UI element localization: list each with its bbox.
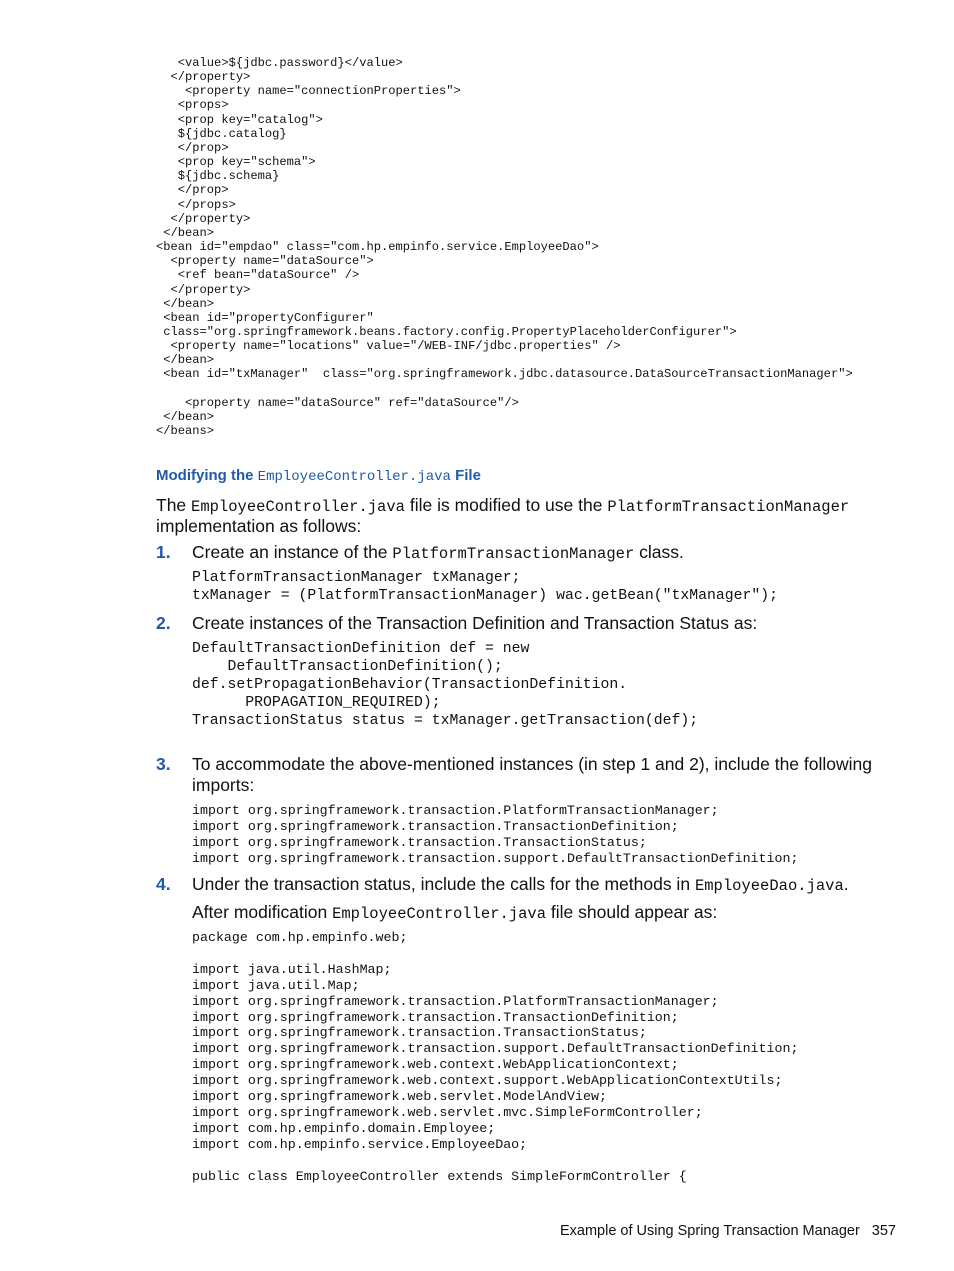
step-2-number: 2. — [156, 613, 171, 633]
page-footer — [560, 1223, 896, 1239]
step-text-part: Under the transaction status, include the calls for the methods in — [192, 874, 691, 894]
intro-text: The — [156, 495, 187, 515]
step-3-text-line-2: imports: — [192, 775, 255, 795]
step-2-code-block: DefaultTransactionDefinition def = new DefaultTransactionDefinition(); def.setPropagationBehavior(TransactionDefinition. PROPAGATION_REQUIRED); TransactionStatus status = txManager.getTransaction(def); — [192, 641, 699, 729]
step-code-part: EmployeeController.java — [332, 905, 547, 923]
step-3-number: 3. — [156, 754, 171, 774]
intro-paragraph-line-2: implementation as follows: — [156, 516, 362, 536]
step-code-part: EmployeeDao.java — [694, 877, 844, 895]
heading-suffix: File — [455, 467, 481, 484]
step-3-code-block: import org.springframework.transaction.PlatformTransactionManager; import org.springframework.transaction.TransactionDefinition; import org.springframework.transaction.TransactionStatus; import org.springframework.transaction.support.DefaultTransactionDefinition; — [192, 803, 799, 866]
heading-prefix: Modifying the — [156, 467, 254, 484]
xml-config-code-block: <value>${jdbc.password}</value> </property> <property name="connectionProperties"> <props> <prop key="catalog"> ${jdbc.catalog} </prop> <prop key="schema"> ${jdbc.schema} </prop> </props> </property> </bean> <bean id="empdao" class="com.hp.empinfo.service.EmployeeDao"> <property name="dataSource"> <ref bean="dataSource" /> </property> </bean> <bean id="propertyConfigurer" class="org.springframework.beans.factory.config.PropertyPlaceholderConfigurer"> <property name="locations" value="/WEB-INF/jdbc.properties" /> </bean> <bean id="txManager" class="org.springframework.jdbc.datasource.DataSourceTransactionManager"> <property name="dataSource" ref="dataSource"/> </bean> </beans> — [156, 56, 853, 439]
step-text-part: file should appear as: — [550, 902, 718, 922]
step-text-part: . — [843, 874, 849, 894]
step-text-part: Create an instance of the — [192, 542, 388, 562]
step-4-number: 4. — [156, 874, 171, 894]
page-number: 357 — [871, 1223, 896, 1239]
intro-filename: EmployeeController.java — [191, 498, 405, 516]
step-1-number: 1. — [156, 542, 171, 562]
step-4-followup-text — [192, 902, 717, 925]
intro-text: file is modified to use the — [409, 495, 603, 515]
step-text-part: class. — [639, 542, 684, 562]
intro-classname: PlatformTransactionManager — [607, 498, 850, 516]
step-1-code-block: PlatformTransactionManager txManager; txManager = (PlatformTransactionManager) wac.getBean("txManager"); — [192, 570, 779, 604]
step-3-text-line-1: To accommodate the above-mentioned instances (in step 1 and 2), include the following — [192, 754, 872, 774]
step-2-text: Create instances of the Transaction Definition and Transaction Status as: — [192, 613, 758, 633]
heading-filename: EmployeeController.java — [257, 469, 451, 485]
step-text-part: After modification — [192, 902, 328, 922]
step-4-code-block: package com.hp.empinfo.web; import java.util.HashMap; import java.util.Map; import org.springframework.transaction.PlatformTransactionManager; import org.springframework.transaction.TransactionDefinition; import org.springframework.transaction.TransactionStatus; import org.springframework.transaction.support.DefaultTransactionDefinition; import org.springframework.web.context.WebApplicationContext; import org.springframework.web.context.support.WebApplicationContextUtils; import org.springframework.web.servlet.ModelAndView; import org.springframework.web.servlet.mvc.SimpleFormController; import com.hp.empinfo.domain.Employee; import com.hp.empinfo.service.EmployeeDao; public class EmployeeController extends SimpleFormController { — [192, 930, 799, 1184]
section-heading — [156, 467, 481, 485]
footer-title: Example of Using Spring Transaction Manager — [559, 1223, 860, 1239]
intro-paragraph-line-1 — [156, 495, 849, 518]
step-4-text — [192, 874, 849, 897]
step-1-text — [192, 542, 684, 565]
step-code-part: PlatformTransactionManager — [392, 545, 635, 563]
